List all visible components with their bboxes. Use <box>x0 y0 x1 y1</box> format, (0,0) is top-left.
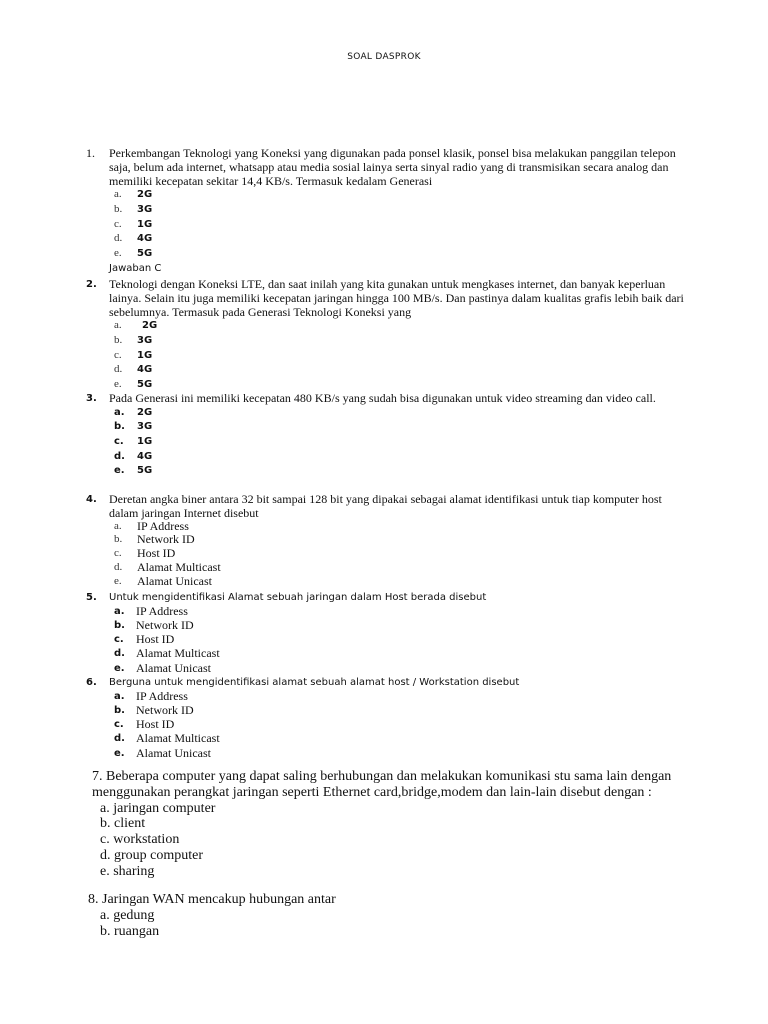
option-list <box>100 908 678 940</box>
option-a: a. jaringan computer <box>100 800 216 816</box>
question-text: Berguna untuk mengidentifikasi alamat sebuah alamat host / Workstation disebut <box>109 677 520 688</box>
option-a: a. IP Address <box>114 688 188 703</box>
question-number: 4. <box>86 494 97 505</box>
question-number: 1. <box>86 146 95 160</box>
option-d: d. Alamat Multicast <box>114 646 220 661</box>
option-b: b. 3G <box>114 202 153 215</box>
question-number: 3. <box>86 393 97 404</box>
option-a: a. 2G <box>114 406 153 418</box>
option-d: d. 4G <box>114 232 153 245</box>
option-b: b. ruangan <box>100 923 160 939</box>
option-b: b. client <box>100 816 146 832</box>
option-a: a. 2G <box>114 188 153 201</box>
option-e: e. sharing <box>100 863 155 879</box>
option-d: d. group computer <box>100 847 204 863</box>
option-list <box>114 605 686 676</box>
option-e: e. Alamat Unicast <box>114 574 212 589</box>
option-c: c. Host ID <box>114 632 175 647</box>
option-c: c. 1G <box>114 435 153 447</box>
option-e: e. 5G <box>114 465 153 477</box>
option-a: a. IP Address <box>114 518 189 533</box>
option-c: c. 1G <box>114 217 153 230</box>
option-d: d. Alamat Multicast <box>114 560 221 575</box>
option-e: e. Alamat Unicast <box>114 745 211 760</box>
option-e: e. 5G <box>114 377 153 390</box>
question-3 <box>86 392 686 479</box>
document-title: SOAL DASPROK <box>347 52 421 62</box>
question-8 <box>88 892 678 939</box>
option-c: c. Host ID <box>114 717 175 732</box>
question-number: 8. <box>88 892 99 907</box>
option-c: c. workstation <box>100 832 180 848</box>
question-text: 7. Beberapa computer yang dapat saling berhubungan dan melakukan komunikasi stu sama lain dengan menggunakan perangkat jaringan seperti Ethernet card,bridge,modem dan lain-lain disebut dengan : <box>92 769 672 800</box>
option-b: b. 3G <box>114 333 153 346</box>
option-c: c. 1G <box>114 348 153 361</box>
question-4 <box>86 493 686 589</box>
option-d: d. 4G <box>114 363 153 376</box>
question-number: 6. <box>86 677 97 688</box>
option-e: e. 5G <box>114 246 153 259</box>
option-list <box>100 801 682 880</box>
option-list <box>114 406 686 479</box>
option-b: b. Network ID <box>114 617 194 632</box>
option-b: b. Network ID <box>114 702 194 717</box>
option-a: a. IP Address <box>114 603 188 618</box>
option-c: c. Host ID <box>114 546 176 561</box>
option-d: d. 4G <box>114 450 153 462</box>
question-text: Perkembangan Teknologi yang Koneksi yang digunakan pada ponsel klasik, ponsel bisa melakukan panggilan telepon saja, belum ada internet, whatsapp atau media sosial lainya serta sinyal radio yang di transmisikan secara analog dan memiliki kecepatan sekitar 14,4 KB/s. Termasuk kedalam Generasi <box>109 146 676 188</box>
option-list <box>114 188 686 261</box>
answer-key: Jawaban C <box>109 263 162 275</box>
question-text: Pada Generasi ini memiliki kecepatan 480 KB/s yang sudah bisa digunakan untuk video streaming dan video call. <box>109 391 656 405</box>
question-2 <box>86 278 686 392</box>
option-list <box>114 520 686 589</box>
option-b: b. Network ID <box>114 532 195 547</box>
option-e: e. Alamat Unicast <box>114 660 211 675</box>
question-5 <box>86 591 686 676</box>
question-1 <box>86 147 686 276</box>
question-number: 2. <box>86 279 97 290</box>
option-a: a. 2G <box>114 319 158 332</box>
question-6 <box>86 676 686 761</box>
question-7 <box>92 769 682 880</box>
option-list <box>114 690 686 761</box>
question-number: 7. <box>92 769 103 784</box>
option-list <box>114 319 686 392</box>
option-d: d. Alamat Multicast <box>114 731 220 746</box>
option-b: b. 3G <box>114 421 153 433</box>
question-text: Deretan angka biner antara 32 bit sampai 128 bit yang dipakai sebagai alamat identifikasi untuk tiap komputer host dalam jaringan Internet disebut <box>109 492 662 520</box>
option-a: a. gedung <box>100 907 155 923</box>
question-number: 5. <box>86 592 97 603</box>
question-text: Untuk mengidentifikasi Alamat sebuah jaringan dalam Host berada disebut <box>109 592 487 603</box>
question-text: Teknologi dengan Koneksi LTE, dan saat inilah yang kita gunakan untuk mengkases internet, dan banyak keperluan lainya. Selain itu juga memiliki kecepatan jaringan hingga 100 MB/s. Dan pastinya dalam kualitas grafis lebih baik dari sebelumnya. Termasuk pada Generasi Teknologi Koneksi yang <box>109 277 684 319</box>
question-text: 8. Jaringan WAN mencakup hubungan antar <box>88 892 336 907</box>
